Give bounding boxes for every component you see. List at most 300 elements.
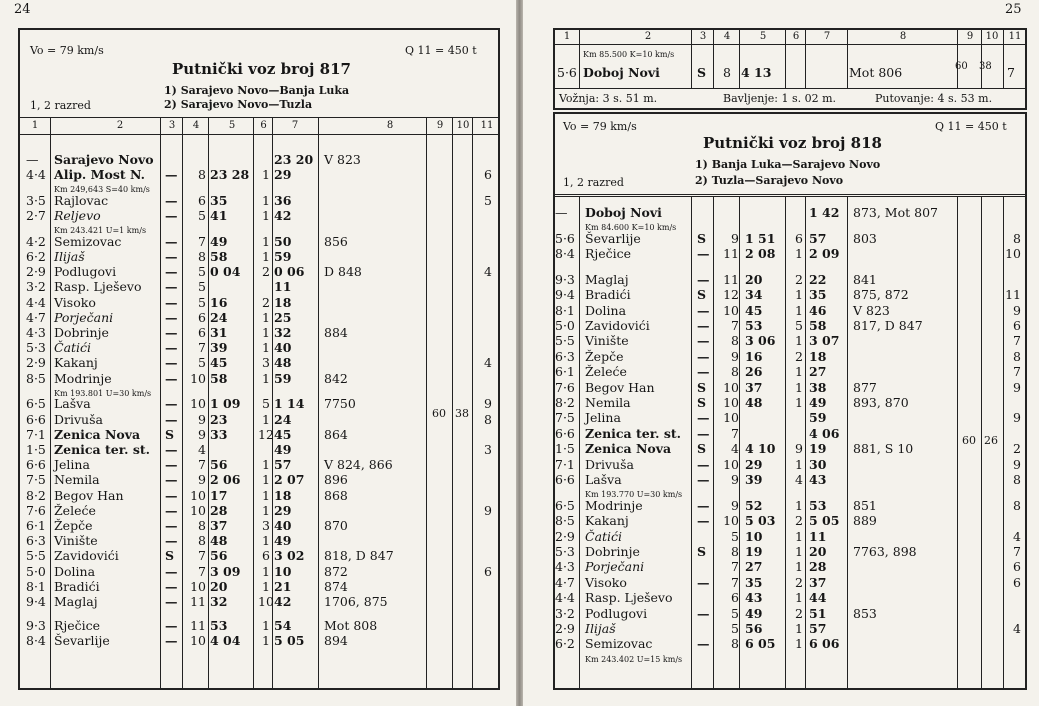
col4-cell: 7: [198, 233, 206, 249]
station-name: Rasp. Lješevo: [54, 279, 142, 295]
right-page: [523, 0, 1039, 706]
col4-cell: 9: [731, 497, 739, 513]
km-cell: 8·5: [26, 370, 46, 386]
connections: 868: [324, 487, 348, 503]
stop-minutes: 1: [795, 528, 803, 544]
route-2: 2) Tuzla—Sarajevo Novo: [695, 174, 844, 187]
km-cell: 6·1: [555, 364, 575, 380]
station-name: Bradići: [54, 578, 100, 594]
top-km-note: Km 85.500 K=10 km/s: [583, 50, 675, 59]
column-number: 5: [759, 31, 767, 42]
col3-cell: —: [697, 333, 710, 349]
column-number: 10: [456, 120, 470, 131]
km-cell: 4·4: [26, 294, 46, 310]
col3-cell: S: [165, 548, 175, 564]
station-name: Nemila: [585, 394, 631, 410]
stop-minutes: 1: [262, 249, 270, 264]
col4-cell: 9: [731, 230, 739, 246]
table-row: [523, 365, 1039, 379]
stop-minutes: 1: [795, 621, 803, 636]
departure-time: 57: [809, 230, 827, 246]
arrival-time: 58: [210, 249, 228, 264]
station-name: Žepče: [585, 348, 624, 364]
table-row: [523, 350, 1039, 364]
station-name: Rječice: [54, 618, 101, 634]
header-rule: [553, 194, 1027, 195]
connections: 842: [324, 370, 348, 386]
departure-time: 37: [809, 574, 827, 590]
station-name: Dolina: [54, 563, 96, 579]
station-name: Jelina: [585, 410, 621, 426]
col11-cell: 9: [1013, 302, 1021, 318]
col4-cell: 8: [731, 333, 739, 349]
col4-cell: 10: [190, 578, 206, 594]
col11-cell: 9: [1013, 379, 1021, 395]
col11-cell: 11: [1005, 287, 1021, 303]
departure-time: 46: [809, 302, 827, 318]
station-name: Zenica ter. st.: [585, 425, 682, 441]
station-name: Maglaj: [585, 271, 629, 287]
col4-cell: 8: [731, 636, 739, 652]
km-cell: —: [26, 152, 39, 167]
km-note: Km 249,643 S=40 km/s: [54, 185, 150, 195]
col11-cell: 8: [1013, 348, 1021, 364]
table-row: [0, 458, 516, 472]
departure-time: 22: [809, 271, 827, 287]
col4-cell: 5: [731, 621, 739, 636]
departure-time: 3 07: [809, 333, 840, 349]
connections: 841: [853, 271, 877, 287]
table-row: [523, 411, 1039, 425]
km-cell: 7·1: [555, 456, 575, 472]
left-page: [0, 0, 516, 706]
departure-time: 50: [274, 233, 292, 249]
col4-cell: 5: [198, 264, 206, 280]
column-number: 4: [192, 120, 200, 131]
km-cell: 8·1: [555, 302, 575, 318]
km-cell: 8·1: [26, 578, 46, 594]
connections: 874: [324, 578, 348, 594]
arrival-time: 23: [210, 411, 228, 427]
station-name: Visoko: [585, 574, 627, 590]
table-row: [0, 326, 516, 340]
col11-cell: 8: [1013, 497, 1021, 513]
station-name: Bradići: [585, 287, 631, 303]
col11-cell: 7: [1013, 544, 1021, 559]
col4-cell: 10: [723, 302, 739, 318]
stop-minutes: 1: [262, 233, 270, 249]
col4-cell: 10: [190, 502, 206, 518]
col10-value: 38: [455, 407, 469, 420]
station-name: Lašva: [585, 471, 622, 487]
col3-cell: —: [165, 593, 178, 609]
top-c9: 60: [955, 61, 968, 72]
km-cell: 7·5: [555, 410, 575, 426]
col4-cell: 4: [198, 441, 206, 457]
arrival-time: 10: [745, 528, 763, 544]
stop-minutes: 1: [262, 633, 270, 649]
table-row: [523, 591, 1039, 605]
connections: V 824, 866: [324, 457, 393, 473]
km-cell: 1·5: [26, 441, 46, 457]
col4-cell: 7: [731, 574, 739, 590]
connections: V 823: [853, 302, 890, 318]
km-note: Km 84.600 K=10 km/s: [585, 223, 677, 233]
departure-time: 5 05: [809, 513, 840, 529]
table-row: [0, 473, 516, 487]
connections: 856: [324, 233, 348, 249]
km-cell: 8·4: [26, 633, 46, 649]
connections: 875, 872: [853, 287, 909, 303]
arrival-time: 37: [745, 379, 763, 395]
col4-cell: 8: [731, 364, 739, 380]
stop-minutes: 1: [262, 472, 270, 488]
col11-cell: 8: [1013, 230, 1021, 246]
stop-minutes: 10: [258, 593, 274, 609]
station-name: Ševarlije: [585, 230, 641, 246]
station-name: Podlugovi: [54, 264, 117, 280]
col4-cell: 9: [198, 472, 206, 488]
arrival-time: 2 08: [745, 246, 776, 262]
arrival-time: 56: [210, 548, 228, 564]
km-cell: 4·4: [26, 167, 46, 183]
class-label: 1, 2 razred: [30, 99, 91, 112]
table-row: [0, 209, 516, 223]
stop-minutes: 1: [262, 457, 270, 473]
km-cell: 8·4: [555, 246, 575, 262]
station-name: Podlugovi: [585, 605, 648, 621]
connections: Mot 808: [324, 618, 378, 634]
station-name: Maglaj: [54, 593, 98, 609]
arrival-time: 29: [745, 456, 763, 472]
col4-cell: 10: [723, 394, 739, 410]
station-name: Zenica Nova: [585, 441, 672, 457]
header-rule-2: [553, 196, 1027, 197]
arrival-time: 34: [745, 287, 763, 303]
departure-time: 1 14: [274, 396, 305, 412]
col4-cell: 5: [198, 355, 206, 371]
col11-cell: 2: [1013, 441, 1021, 457]
station-name: Ševarlije: [54, 633, 110, 649]
table-row: [523, 473, 1039, 487]
arrival-time: 49: [210, 233, 228, 249]
departure-time: 40: [274, 340, 292, 356]
col4-cell: 12: [723, 287, 739, 303]
col3-cell: —: [165, 370, 178, 386]
table-row: [0, 387, 516, 397]
stop-minutes: 3: [262, 517, 270, 533]
table-row: [523, 607, 1039, 621]
station-name: Zenica Nova: [54, 426, 141, 442]
connections: 872: [324, 563, 348, 579]
arrival-time: 56: [745, 621, 763, 636]
connections: 873, Mot 807: [853, 205, 938, 220]
putovanje: Putovanje: 4 s. 53 m.: [875, 92, 993, 105]
km-cell: 6·6: [26, 411, 46, 427]
km-cell: 5·3: [26, 340, 46, 356]
departure-time: 3 02: [274, 548, 305, 564]
km-cell: 4·2: [26, 233, 46, 249]
km-note: Km 243.421 U=1 km/s: [54, 226, 147, 236]
col4-cell: 7: [198, 457, 206, 473]
book-gutter: [516, 0, 523, 706]
station-name: Visoko: [54, 294, 96, 310]
column-number: 11: [480, 120, 494, 131]
table-row: [523, 653, 1039, 663]
station-name: Lašva: [54, 396, 91, 412]
km-cell: 8·2: [555, 394, 575, 410]
departure-time: 25: [274, 309, 292, 325]
km-cell: 7·6: [26, 502, 46, 518]
column-number: 2: [644, 31, 652, 42]
column-number: 6: [260, 120, 267, 131]
station-name: Modrinje: [585, 497, 643, 513]
stop-minutes: 2: [795, 271, 803, 287]
stop-minutes: 2: [795, 574, 803, 590]
table-row: [0, 168, 516, 182]
departure-time: 30: [809, 456, 827, 472]
col11-cell: 4: [484, 355, 492, 371]
col3-cell: S: [697, 441, 707, 457]
departure-time: 23 20: [274, 152, 314, 167]
summary-rule: [553, 88, 1027, 89]
stop-minutes: 1: [262, 167, 270, 183]
table-row: [523, 232, 1039, 246]
stop-minutes: 1: [262, 533, 270, 549]
arrival-time: 31: [210, 325, 228, 340]
departure-time: 57: [809, 621, 827, 636]
col3-cell: —: [165, 294, 178, 310]
km-cell: 7·5: [26, 472, 46, 488]
table-row: [0, 224, 516, 234]
km-cell: 4·7: [555, 574, 575, 590]
speed-label: Vo = 79 km/s: [30, 44, 104, 57]
table-row: [523, 319, 1039, 333]
col3-cell: —: [697, 271, 710, 287]
station-name: Rajlovac: [54, 192, 109, 208]
station-name: Nemila: [54, 472, 100, 488]
col4-cell: 8: [198, 249, 206, 264]
col3-cell: —: [697, 348, 710, 364]
stop-minutes: 1: [262, 370, 270, 386]
connections: 870: [324, 517, 348, 533]
departure-time: 4 06: [809, 425, 840, 441]
col4-cell: 9: [198, 426, 206, 442]
station-name: Zavidovići: [54, 548, 119, 564]
col4-cell: 8: [198, 533, 206, 549]
departure-time: 11: [809, 528, 827, 544]
station-name: Čatići: [54, 340, 92, 356]
station-name: Drivuša: [54, 411, 103, 427]
table-row: [0, 580, 516, 594]
col11-cell: 4: [1013, 528, 1021, 544]
column-number: 10: [985, 31, 999, 42]
col4-cell: 6: [198, 309, 206, 325]
arrival-time: 26: [745, 364, 763, 380]
stop-minutes: 1: [262, 340, 270, 356]
station-name: Begov Han: [585, 379, 655, 395]
col4-cell: 5: [198, 208, 206, 224]
stop-minutes: 5: [795, 317, 803, 333]
col3-cell: —: [697, 364, 710, 380]
col3-cell: —: [165, 502, 178, 518]
km-cell: 6·2: [26, 249, 46, 264]
km-cell: 6·6: [555, 471, 575, 487]
col4-cell: 5: [731, 605, 739, 621]
table-row: [0, 280, 516, 294]
km-cell: 3·5: [26, 192, 46, 208]
km-cell: 9·4: [26, 593, 46, 609]
col3-cell: S: [165, 426, 175, 442]
departure-time: 32: [274, 325, 292, 340]
load-label: Q 11 = 450 t: [405, 44, 477, 57]
col3-cell: —: [697, 513, 710, 529]
departure-time: 40: [274, 517, 292, 533]
col4-cell: 10: [723, 513, 739, 529]
station-name: Vinište: [54, 533, 98, 549]
departure-time: 53: [809, 497, 827, 513]
col3-cell: —: [165, 279, 178, 295]
col11-cell: 3: [484, 441, 492, 457]
column-number: 6: [792, 31, 800, 42]
station-name: Rasp. Lješevo: [585, 590, 673, 606]
col3-cell: —: [697, 636, 710, 652]
arrival-time: 20: [745, 271, 763, 287]
col3-cell: —: [165, 633, 178, 649]
top-km: 5·6: [557, 65, 577, 80]
table-row: [523, 622, 1039, 636]
km-cell: 3·2: [555, 605, 575, 621]
departure-time: 59: [274, 249, 292, 264]
arrival-time: 53: [745, 317, 763, 333]
arrival-time: 23 28: [210, 167, 250, 183]
km-cell: 9·3: [26, 618, 46, 634]
header-rule: [18, 117, 500, 118]
table-row: [0, 372, 516, 386]
col4-cell: 7: [198, 563, 206, 579]
km-cell: 2·7: [26, 208, 46, 224]
km-cell: 5·3: [555, 544, 575, 559]
table-row: [523, 514, 1039, 528]
table-row: [523, 221, 1039, 231]
stop-minutes: 2: [795, 605, 803, 621]
col4-cell: 9: [731, 348, 739, 364]
arrival-time: 4 10: [745, 441, 776, 457]
col3-cell: —: [697, 497, 710, 513]
arrival-time: 1 09: [210, 396, 241, 412]
connections: 894: [324, 633, 348, 649]
col4-cell: 11: [190, 593, 206, 609]
departure-time: 35: [809, 287, 827, 303]
arrival-time: 27: [745, 559, 763, 575]
stop-minutes: 1: [262, 563, 270, 579]
column-number: 9: [966, 31, 974, 42]
col11-cell: 6: [1013, 574, 1021, 590]
departure-time: 19: [809, 441, 827, 457]
col3-cell: —: [165, 457, 178, 473]
col3-cell: —: [165, 309, 178, 325]
departure-time: 49: [809, 394, 827, 410]
table-row: [0, 235, 516, 249]
departure-time: 45: [274, 426, 292, 442]
table-row: [523, 499, 1039, 513]
table-row: [0, 265, 516, 279]
km-cell: 4·7: [26, 309, 46, 325]
table-row: [0, 595, 516, 609]
station-name: Čatići: [585, 528, 623, 544]
col4-cell: 6: [198, 192, 206, 208]
col3-cell: —: [697, 302, 710, 318]
departure-time: 18: [274, 487, 292, 503]
arrival-time: 0 04: [210, 264, 241, 280]
km-cell: 5·5: [26, 548, 46, 564]
col9-value: 60: [432, 407, 446, 420]
km-cell: —: [555, 205, 568, 220]
connections: 817, D 847: [853, 317, 923, 333]
departure-time: 18: [809, 348, 827, 364]
station-name: Doboj Novi: [585, 205, 662, 220]
col4-cell: 4: [731, 441, 739, 457]
arrival-time: 1 51: [745, 230, 776, 246]
speed-label: Vo = 79 km/s: [563, 120, 637, 133]
col4-cell: 9: [198, 411, 206, 427]
arrival-time: 45: [210, 355, 228, 371]
column-number: 3: [699, 31, 707, 42]
col4-cell: 6: [198, 325, 206, 340]
col4-cell: 10: [190, 633, 206, 649]
col4-cell: 5: [731, 528, 739, 544]
km-cell: 5·6: [555, 230, 575, 246]
arrival-time: 37: [210, 517, 228, 533]
route-1: 1) Sarajevo Novo—Banja Luka: [164, 84, 350, 97]
col4-cell: 7: [731, 559, 739, 575]
col3-cell: —: [165, 249, 178, 264]
table-row: [523, 304, 1039, 318]
departure-time: 27: [809, 364, 827, 380]
table-row: [0, 356, 516, 370]
arrival-time: 39: [745, 471, 763, 487]
km-cell: 2·9: [555, 528, 575, 544]
stop-minutes: 2: [262, 294, 270, 310]
page-number: 24: [14, 2, 31, 17]
station-name: Dobrinje: [585, 544, 640, 559]
col4-cell: 5: [198, 279, 206, 295]
arrival-time: 56: [210, 457, 228, 473]
table-row: [523, 488, 1039, 498]
col3-cell: S: [697, 379, 707, 395]
stop-minutes: 2: [795, 348, 803, 364]
col11-cell: 7: [1013, 333, 1021, 349]
table-row: [0, 489, 516, 503]
col3-cell: —: [165, 472, 178, 488]
departure-time: 11: [274, 279, 292, 295]
train-title: Putnički voz broj 818: [703, 134, 882, 152]
table-row: [523, 273, 1039, 287]
km-cell: 6·1: [26, 517, 46, 533]
table-row: [0, 153, 516, 167]
departure-time: 28: [809, 559, 827, 575]
arrival-time: 24: [210, 309, 228, 325]
col11-cell: 10: [1005, 246, 1021, 262]
arrival-time: 53: [210, 618, 228, 634]
stop-minutes: 1: [262, 208, 270, 224]
stop-minutes: 1: [795, 302, 803, 318]
top-c8: Mot 806: [849, 65, 903, 80]
table-row: [523, 396, 1039, 410]
station-name: Ilijaš: [585, 621, 616, 636]
col4-cell: 10: [723, 410, 739, 426]
col3-cell: —: [165, 563, 178, 579]
